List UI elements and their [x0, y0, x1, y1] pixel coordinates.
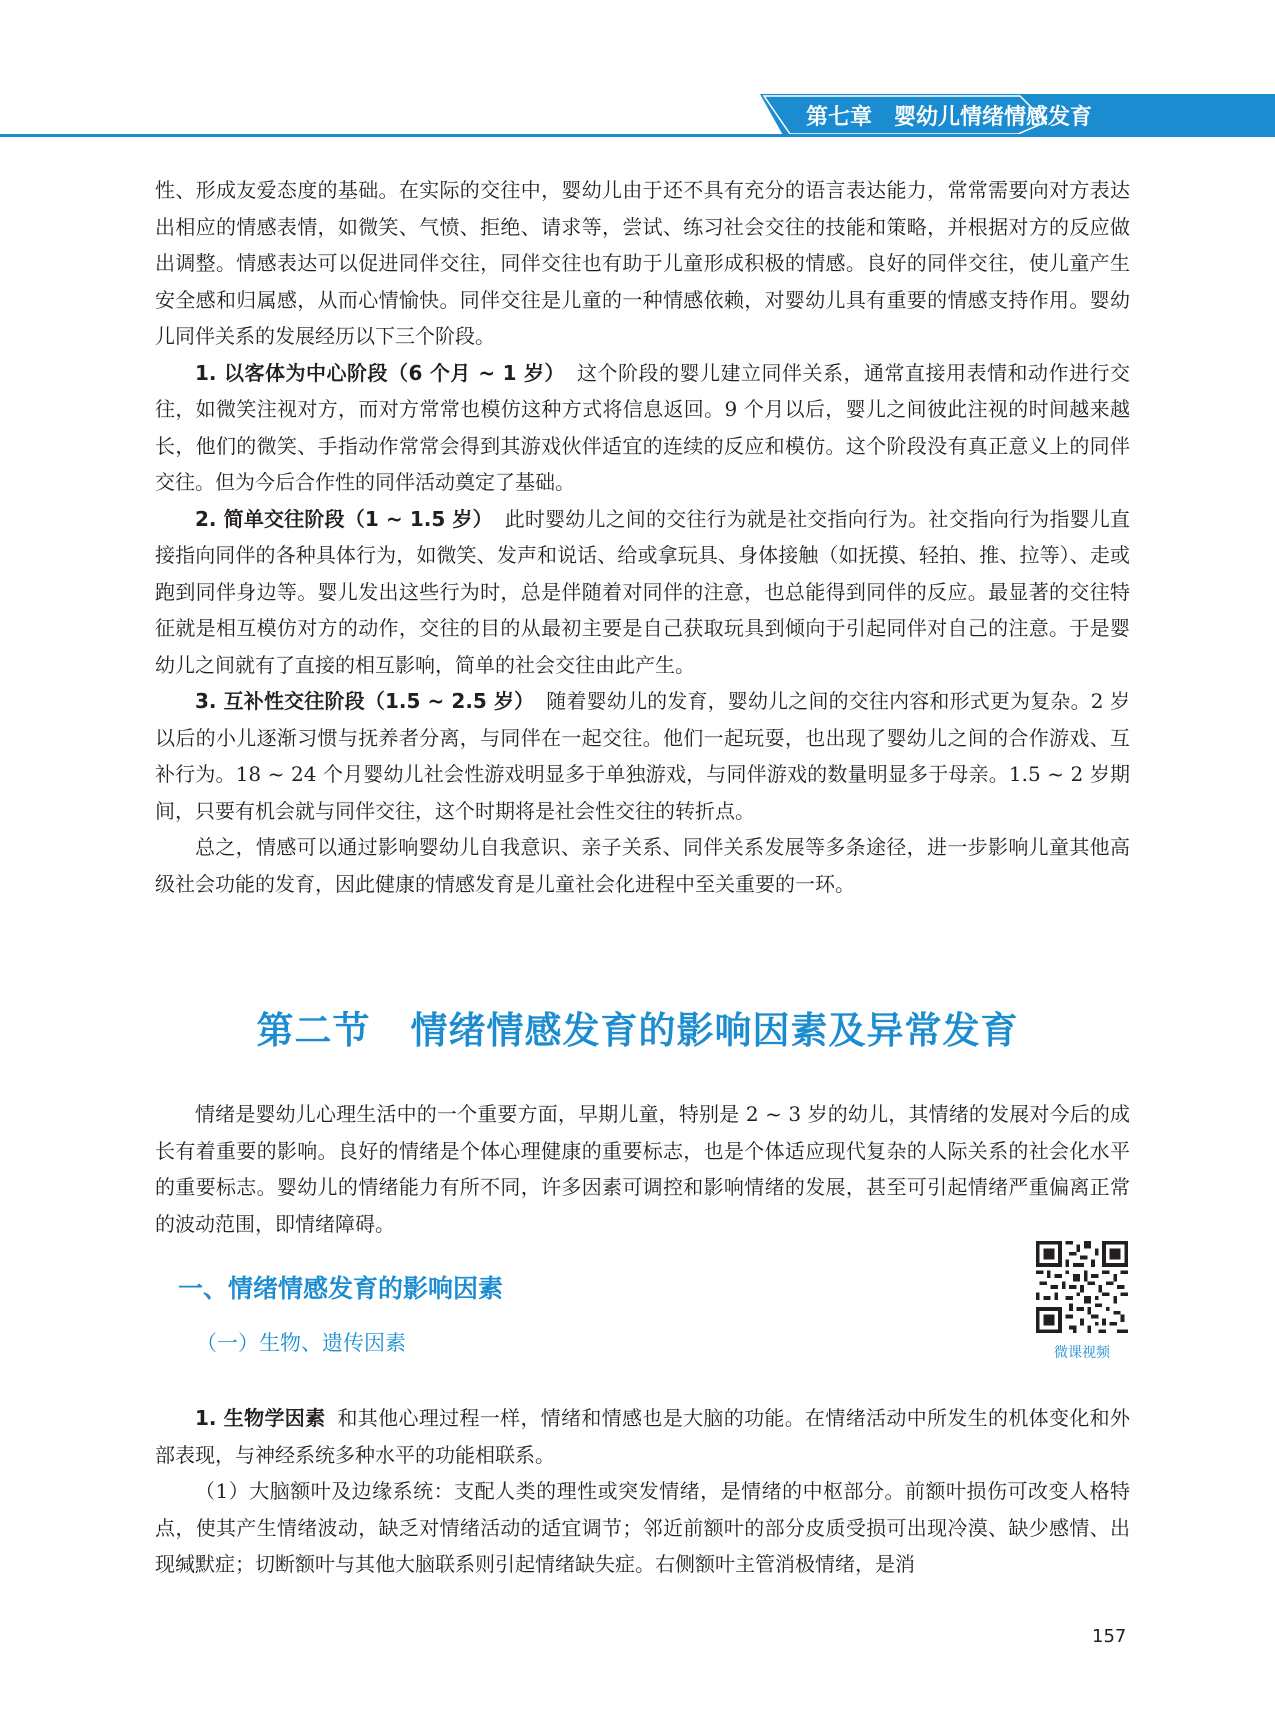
chapter-title: [806, 100, 1092, 136]
biological-heading: 1. 生物学因素: [195, 1406, 326, 1430]
paragraph-biological: [155, 1400, 1130, 1473]
stage-3-text: 随着婴幼儿的发育，婴幼儿之间的交往内容和形式更为复杂。2 岁以后的小儿逐渐习惯与抚养者分离，与同伴在一起交往。他们一起玩耍，也出现了婴幼儿之间的合作游戏、互补行为。18 ~ 24 个月婴幼儿社会性游戏明显多于单独游戏，与同伴游戏的数量明显多于母亲。1.5 ~ 2 岁期间，只要有机会就与同伴交往，这个时期将是社会性交往的转折点。: [155, 689, 1130, 823]
page-number: 157: [1092, 1626, 1127, 1647]
stage-1-text: 这个阶段的婴儿建立同伴关系，通常直接用表情和动作进行交往，如微笑注视对方，而对方常常也模仿这种方式将信息返回。9 个月以后，婴儿之间彼此注视的时间越来越长，他们的微笑、手指动作常常会得到其游戏伙伴适宜的连续的反应和模仿。这个阶段没有真正意义上的同伴交往。但为今后合作性的同伴活动奠定了基础。: [155, 360, 1130, 494]
section-intro: 情绪是婴幼儿心理生活中的一个重要方面，早期儿童，特别是 2 ~ 3 岁的幼儿，其情绪的发展对今后的成长有着重要的影响。良好的情绪是个体心理健康的重要标志，也是个体适应现代复杂的人际关系的社会化水平的重要标志。婴幼儿的情绪能力有所不同，许多因素可调控和影响情绪的发展，甚至可引起情绪严重偏离正常的波动范围，即情绪障碍。: [155, 1102, 1130, 1236]
section-name: 情绪情感发育的影响因素及异常发育: [410, 1009, 1019, 1052]
qr-code-icon[interactable]: [1036, 1241, 1128, 1333]
paragraph-continued: 性、形成友爱态度的基础。在实际的交往中，婴幼儿由于还不具有充分的语言表达能力，常常需要向对方表达出相应的情感表情，如微笑、气愤、拒绝、请求等，尝试、练习社会交往的技能和策略，并根据对方的反应做出调整。情感表达可以促进同伴交往，同伴交往也有助于儿童形成积极的情感。良好的同伴交往，使儿童产生安全感和归属感，从而心情愉快。同伴交往是儿童的一种情感依赖，对婴幼儿具有重要的情感支持作用。婴幼儿同伴关系的发展经历以下三个阶段。: [155, 178, 1130, 348]
section-title: [0, 1000, 1275, 1054]
heading-biological-genetic: （一）生物、遗传因素: [196, 1331, 406, 1355]
section-number: 第二节: [256, 1009, 371, 1052]
stage-2-heading: 2. 简单交往阶段（1 ~ 1.5 岁）: [195, 506, 493, 531]
section-intro-block: [155, 1096, 1130, 1242]
paragraph-summary: 总之，情感可以通过影响婴幼儿自我意识、亲子关系、同伴关系发展等多条途径，进一步影响儿童其他高级社会功能的发育，因此健康的情感发育是儿童社会化进程中至关重要的一环。: [155, 835, 1130, 896]
paragraph-stage-3: [155, 683, 1130, 829]
stage-2-text: 此时婴幼儿之间的交往行为就是社交指向行为。社交指向行为指婴儿直接指向同伴的各种具体行为，如微笑、发声和说话、给或拿玩具、身体接触（如抚摸、轻拍、推、拉等）、走或跑到同伴身边等。婴儿发出这些行为时，总是伴随着对同伴的注意，也总能得到同伴的反应。最显著的交往特征就是相互模仿对方的动作，交往的目的从最初主要是自己获取玩具到倾向于引起同伴对自己的注意。于是婴幼儿之间就有了直接的相互影响，简单的社会交往由此产生。: [155, 506, 1131, 677]
paragraph-stage-2: [155, 501, 1130, 684]
stage-1-heading: 1. 以客体为中心阶段（6 个月 ~ 1 岁）: [195, 360, 565, 385]
stage-3-heading: 3. 互补性交往阶段（1.5 ~ 2.5 岁）: [195, 689, 535, 713]
paragraph-item-1: （1）大脑额叶及边缘系统：支配人类的理性或突发情绪，是情绪的中枢部分。前额叶损伤可改变人格特点，使其产生情绪波动，缺乏对情绪活动的适宜调节；邻近前额叶的部分皮质受损可出现冷漠、缺少感情、出现缄默症；切断额叶与其他大脑联系则引起情绪缺失症。右侧额叶主管消极情绪，是消: [155, 1479, 1130, 1576]
qr-caption: 微课视频: [1054, 1345, 1110, 1361]
paragraph-stage-1: [155, 355, 1130, 501]
heading-influencing-factors: 一、情绪情感发育的影响因素: [178, 1274, 504, 1303]
top-text-block: [155, 172, 1130, 902]
biological-text: 和其他心理过程一样，情绪和情感也是大脑的功能。在情绪活动中所发生的机体变化和外部表现，与神经系统多种水平的功能相联系。: [155, 1406, 1131, 1467]
lower-text-block: [155, 1400, 1130, 1583]
chapter-number: 第七章: [806, 105, 873, 130]
chapter-name: 婴幼儿情绪情感发育: [894, 105, 1093, 130]
